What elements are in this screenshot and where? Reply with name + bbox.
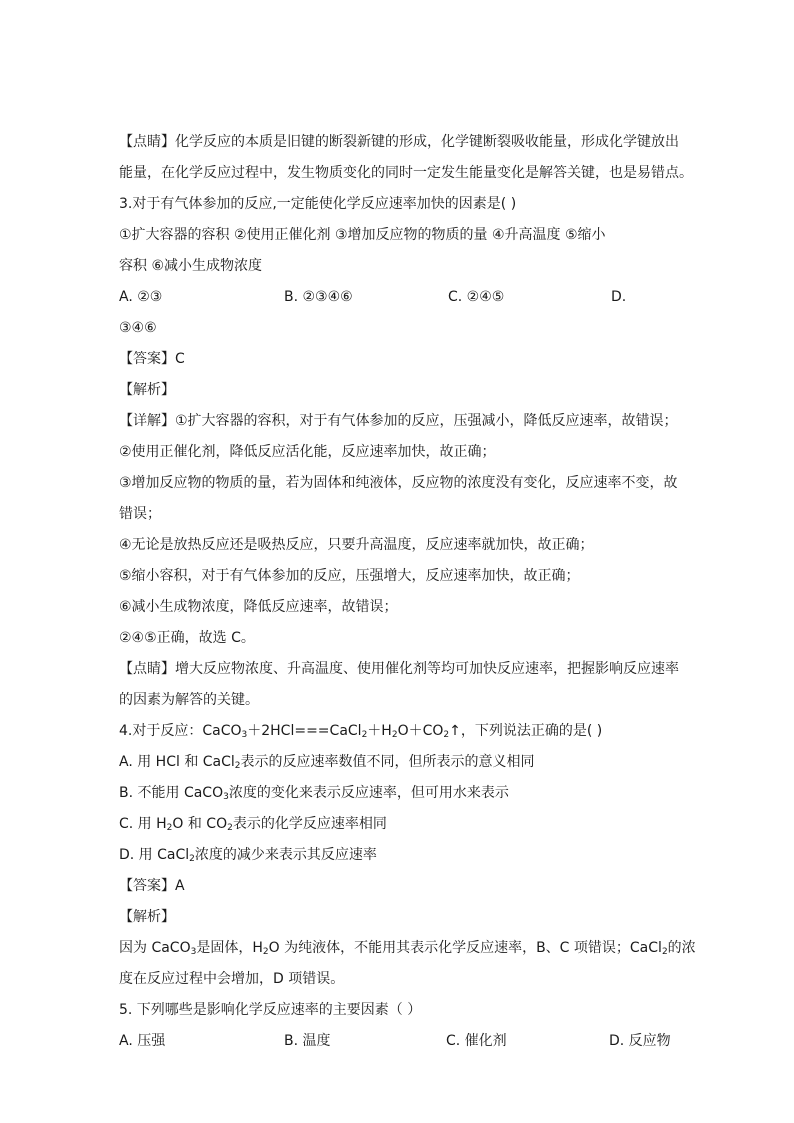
detail-conclusion: ②④⑤正确，故选 C。 [119, 630, 255, 646]
option-d-continued: ③④⑥ [119, 320, 157, 336]
question-3-options [119, 282, 679, 313]
question-4-option-b: B. 不能用 CaCO$_3$浓度的变化来表示反应速率，但可用水来表示 [119, 785, 509, 802]
question-5: 5. 下列哪些是影响化学反应速率的主要因素（ ） [119, 1002, 422, 1018]
detail-1: 【详解】①扩大容器的容积，对于有气体参加的反应，压强减小，降低反应速率，故错误； [119, 413, 678, 429]
question-3-statements-2: 容积 ⑥减小生成物浓度 [119, 258, 263, 274]
q5-option-d: D. 反应物 [609, 1033, 671, 1049]
question-3: 3.对于有气体参加的反应,一定能使化学反应速率加快的因素是( ) [119, 196, 517, 212]
q5-option-a: A. 压强 [119, 1033, 166, 1049]
question-4-option-c: C. 用 $H_2O$ 和 $CO_2$表示的化学反应速率相同 [119, 816, 387, 833]
question-4-option-a: A. 用 HCl 和 CaCl$_2$表示的反应速率数值不同，但所表示的意义相同 [119, 754, 535, 771]
question-4: 4.对于反应：$CaCO_3+2HCl===CaCl_2+H_2O+CO_2↑$，下列说法正确的是( ) [119, 723, 603, 740]
detail-5: ⑤缩小容积，对于有气体参加的反应，压强增大，反应速率加快，故正确； [119, 568, 580, 584]
q5-option-c: C. 催化剂 [446, 1033, 507, 1049]
detail-4: ④无论是放热反应还是吸热反应，只要升高温度，反应速率就加快，故正确； [119, 537, 594, 553]
explanation-4-line-2: 度在反应过程中会增加，D 项错误。 [119, 971, 345, 987]
explanation-4-line-1: 因为 CaCO$_3$是固体，$H_2O$ 为纯液体，不能用其表示化学反应速率，B、C 项错误；CaCl$_2$的浓 [119, 940, 696, 957]
question-5-options [119, 1026, 679, 1057]
tip-line-2: 能量，在化学反应过程中，发生物质变化的同时一定发生能量变化是解答关键，也是易错点。 [119, 165, 693, 181]
answer-4: 【答案】A [119, 878, 185, 894]
answer-3: 【答案】C [119, 351, 185, 367]
option-d: D. [611, 289, 627, 305]
question-4-option-d: D. 用 CaCl$_2$浓度的减少来表示其反应速率 [119, 847, 377, 864]
detail-3: ③增加反应物的物质的量，若为固体和纯液体，反应物的浓度没有变化，反应速率不变，故 [119, 475, 678, 491]
tip-2-line-2: 的因素为解答的关键。 [119, 692, 259, 708]
detail-2: ②使用正催化剂，降低反应活化能，反应速率加快，故正确； [119, 444, 496, 460]
q5-option-b: B. 温度 [284, 1033, 331, 1049]
analysis-3-heading: 【解析】 [119, 382, 175, 398]
question-3-statements-1: ①扩大容器的容积 ②使用正催化剂 ③增加反应物的物质的量 ④升高温度 ⑤缩小 [119, 227, 606, 243]
detail-6: ⑥减小生成物浓度，降低反应速率，故错误； [119, 599, 398, 615]
tip-line-1: 【点睛】化学反应的本质是旧键的断裂新键的形成，化学键断裂吸收能量，形成化学键放出 [119, 134, 679, 150]
tip-2-line-1: 【点睛】增大反应物浓度、升高温度、使用催化剂等均可加快反应速率，把握影响反应速率 [119, 661, 679, 677]
detail-3-continued: 错误； [119, 506, 161, 522]
analysis-4-heading: 【解析】 [119, 909, 175, 925]
option-c: C. ②④⑤ [448, 289, 505, 305]
option-b: B. ②③④⑥ [284, 289, 353, 305]
document-page [119, 127, 696, 1057]
option-a: A. ②③ [119, 289, 163, 305]
